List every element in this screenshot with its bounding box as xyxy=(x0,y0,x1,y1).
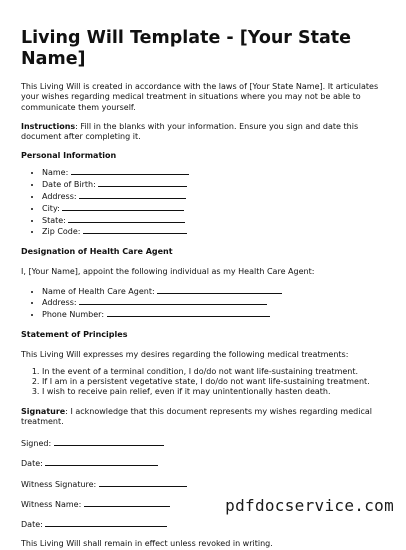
field-city: • City: xyxy=(42,202,387,214)
personal-info-list xyxy=(21,166,387,237)
blank-line[interactable] xyxy=(157,285,282,294)
signed-line: Signed: xyxy=(21,437,387,449)
principles-heading: Statement of Principles xyxy=(21,329,128,339)
agent-list xyxy=(21,285,387,320)
witness-name-line: Witness Name: xyxy=(21,498,387,510)
signature-paragraph xyxy=(21,407,387,428)
field-agent-name: • Name of Health Care Agent: xyxy=(42,285,387,297)
document-page xyxy=(21,28,387,550)
blank-line[interactable] xyxy=(45,457,158,466)
instructions-label: Instructions xyxy=(21,121,76,131)
instructions-paragraph xyxy=(21,122,387,143)
field-zip-code: • Zip Code: xyxy=(42,225,387,237)
blank-line[interactable] xyxy=(71,166,189,175)
treatment-item: 1. In the event of a terminal condition, I do/do not want life-sustaining treatment. xyxy=(42,367,387,377)
personal-info-heading: Personal Information xyxy=(21,151,117,161)
document-title: Living Will Template - [Your State Name] xyxy=(21,28,352,69)
blank-line[interactable] xyxy=(79,190,186,199)
treatment-item: 3. I wish to receive pain relief, even if it may unintentionally hasten death. xyxy=(42,387,387,397)
blank-line[interactable] xyxy=(62,202,184,211)
intro-paragraph: This Living Will is created in accordance with the laws of [Your State Name]. It articulates your wishes regarding medical treatment in situations where you may not be able to communicate them yourself. xyxy=(21,82,379,112)
treatment-item: 2. If I am in a persistent vegetative state, I do/do not want life-sustaining treatment. xyxy=(42,377,387,387)
field-address: • Address: xyxy=(42,190,387,202)
blank-line[interactable] xyxy=(68,214,185,223)
watermark: pdfdocservice.com xyxy=(225,496,394,515)
signature-label: Signature xyxy=(21,406,66,416)
date-line: Date: xyxy=(21,457,387,469)
blank-line[interactable] xyxy=(99,478,187,487)
witness-signature-line: Witness Signature: xyxy=(21,478,387,490)
blank-line[interactable] xyxy=(98,178,187,187)
blank-line[interactable] xyxy=(79,296,267,305)
witness-date-line: Date: xyxy=(21,518,387,530)
treatment-list xyxy=(21,367,387,396)
blank-line[interactable] xyxy=(54,437,164,446)
blank-line[interactable] xyxy=(84,498,170,507)
field-date-of-birth: • Date of Birth: xyxy=(42,178,387,190)
agent-heading: Designation of Health Care Agent xyxy=(21,247,173,257)
principles-intro: This Living Will expresses my desires regarding the following medical treatments: xyxy=(21,349,349,359)
blank-line[interactable] xyxy=(107,308,270,317)
agent-intro: I, [Your Name], appoint the following individual as my Health Care Agent: xyxy=(21,267,315,277)
field-agent-address: • Address: xyxy=(42,296,387,308)
field-name: • Name: xyxy=(42,166,387,178)
instructions-text: : Fill in the blanks with your information. Ensure you sign and date this document after completing it. xyxy=(21,121,359,142)
field-agent-phone: • Phone Number: xyxy=(42,308,387,320)
field-state: • State: xyxy=(42,214,387,226)
closing-paragraph: This Living Will shall remain in effect unless revoked in writing. xyxy=(21,539,273,549)
signature-text: : I acknowledge that this document represents my wishes regarding medical treatment. xyxy=(21,406,372,426)
blank-line[interactable] xyxy=(83,225,187,234)
